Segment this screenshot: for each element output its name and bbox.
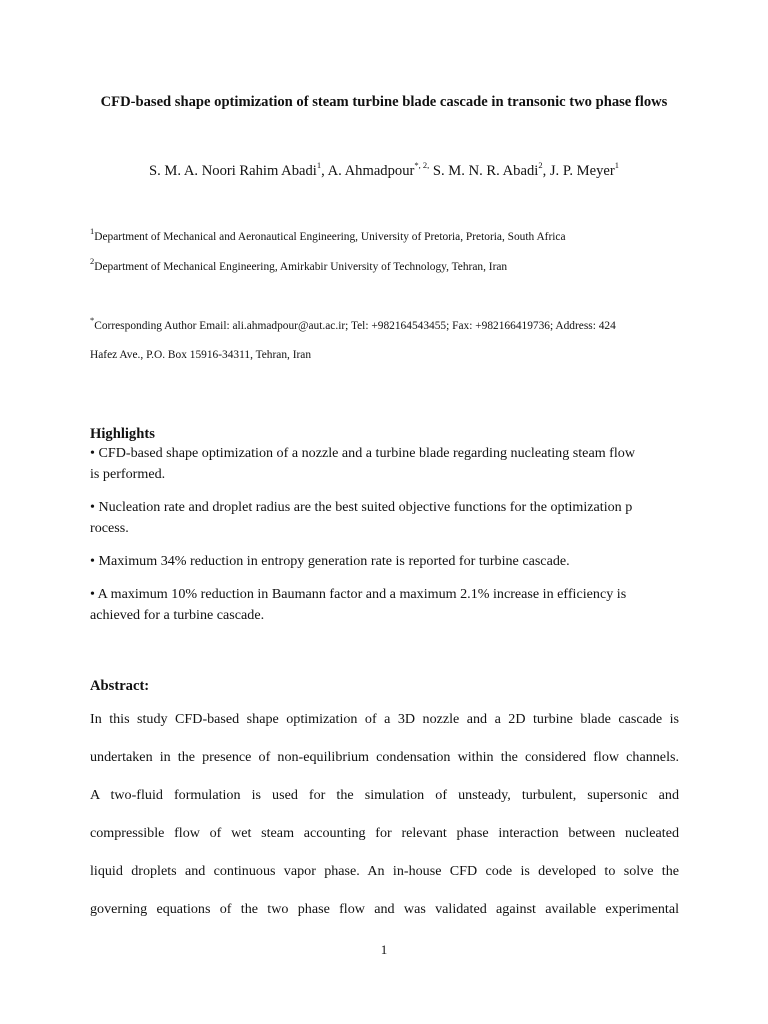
page-number: 1 <box>380 942 388 957</box>
affiliation-mark: 1 <box>90 226 95 237</box>
author-affiliation-mark: 1 <box>614 160 619 171</box>
abstract-line: A two-fluid formulation is used for the simulation of unsteady, turbulent, supersonic and <box>90 787 679 803</box>
highlight-item <box>90 584 680 626</box>
affiliation-text: Department of Mechanical and Aeronautical Engineering, University of Pretoria, Pretoria, South Africa <box>94 231 566 243</box>
highlight-line: is performed. <box>90 466 166 482</box>
affiliation-2 <box>90 256 690 275</box>
author-name: J. P. Meyer <box>549 163 615 179</box>
abstract-heading: Abstract: <box>90 678 150 694</box>
highlight-line: achieved for a turbine cascade. <box>90 607 265 623</box>
corresponding-text: Corresponding Author Email: ali.ahmadpour@aut.ac.ir; Tel: +982164543455; Fax: +982166419736; Address: 424 <box>94 320 616 332</box>
author-name: S. M. N. R. Abadi <box>432 163 539 179</box>
author-affiliation-mark: 1 <box>316 160 322 171</box>
highlight-item <box>90 551 680 572</box>
corresponding-mark: * <box>90 315 95 326</box>
highlight-item <box>90 443 680 485</box>
author-affiliation-mark: 2 <box>538 160 543 171</box>
abstract-line: undertaken in the presence of non-equilibrium condensation within the considered flow channels. <box>90 749 679 765</box>
abstract-line: liquid droplets and continuous vapor phase. An in-house CFD code is developed to solve the <box>90 863 679 879</box>
corresponding-author-line-1 <box>90 315 686 334</box>
author-separator: , <box>542 163 550 179</box>
highlight-line: • A maximum 10% reduction in Baumann factor and a maximum 2.1% increase in efficiency is <box>90 586 627 602</box>
author-list <box>0 162 768 180</box>
abstract-line: In this study CFD-based shape optimization of a 3D nozzle and a 2D turbine blade cascade is <box>90 711 679 727</box>
abstract-line: compressible flow of wet steam accounting for relevant phase interaction between nucleated <box>90 825 679 841</box>
highlights-heading: Highlights <box>90 426 155 442</box>
highlight-line: • CFD-based shape optimization of a nozzle and a turbine blade regarding nucleating steam flow <box>90 445 636 461</box>
author-name: S. M. A. Noori Rahim Abadi <box>149 163 317 179</box>
author-name: A. Ahmadpour <box>327 163 415 179</box>
highlight-line: rocess. <box>90 520 129 536</box>
affiliation-mark: 2 <box>90 256 95 267</box>
author-affiliation-mark: *, 2, <box>414 160 430 171</box>
highlight-line: • Nucleation rate and droplet radius are the best suited objective functions for the optimization p <box>90 499 633 515</box>
affiliation-1 <box>90 226 690 245</box>
author-separator: , <box>321 163 328 179</box>
highlight-item <box>90 497 680 539</box>
abstract-body <box>90 700 679 928</box>
corresponding-author-line-2: Hafez Ave., P.O. Box 15916-34311, Tehran, Iran <box>90 349 312 361</box>
paper-title: CFD-based shape optimization of steam turbine blade cascade in transonic two phase flows <box>100 94 668 110</box>
affiliation-text: Department of Mechanical Engineering, Amirkabir University of Technology, Tehran, Iran <box>94 261 508 273</box>
abstract-line: governing equations of the two phase flow and was validated against available experimental <box>90 901 679 917</box>
highlight-line: • Maximum 34% reduction in entropy generation rate is reported for turbine cascade. <box>90 553 570 569</box>
